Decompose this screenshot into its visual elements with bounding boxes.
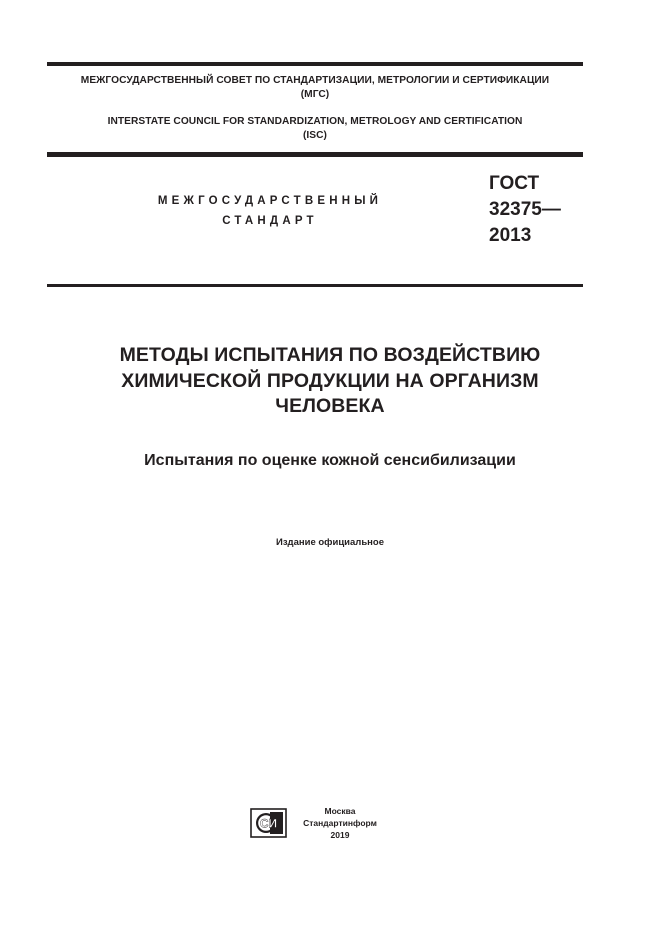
title-line2: ХИМИЧЕСКОЙ ПРОДУКЦИИ НА ОРГАНИЗМ — [121, 369, 539, 392]
title-line3: ЧЕЛОВЕКА — [275, 395, 385, 417]
standard-kind-line2: СТАНДАРТ — [222, 215, 318, 227]
gost-number: 32375— — [489, 199, 561, 220]
gost-year: 2013 — [489, 225, 532, 246]
document-subtitle: Испытания по оценке кожной сенсибилизации — [144, 452, 516, 469]
title-line1: МЕТОДЫ ИСПЫТАНИЯ ПО ВОЗДЕЙСТВИЮ — [119, 344, 541, 366]
standartinform-logo-icon — [250, 808, 287, 838]
gost-designation — [489, 171, 561, 249]
council-abbr-en: (ISC) — [302, 130, 328, 141]
council-name-ru-line1: МЕЖГОСУДАРСТВЕННЫЙ СОВЕТ ПО СТАНДАРТИЗАЦИИ, МЕТРОЛОГИИ И СЕРТИФИКАЦИИ — [80, 75, 550, 86]
council-name-en-line1: INTERSTATE COUNCIL FOR STANDARDIZATION, METROLOGY AND CERTIFICATION — [107, 116, 523, 127]
designation-bottom-rule — [47, 284, 583, 287]
document-title — [47, 343, 613, 420]
council-abbr-ru: (МГС) — [300, 89, 330, 100]
standard-kind-line1: МЕЖГОСУДАРСТВЕННЫЙ — [157, 195, 383, 207]
standard-kind — [130, 191, 410, 231]
council-name-en — [47, 115, 583, 143]
publisher-city: Москва — [324, 806, 356, 816]
edition-label: Издание официальное — [276, 537, 384, 548]
publisher-name: Стандартинформ — [303, 818, 377, 828]
top-rule — [47, 62, 583, 66]
council-name-ru — [47, 74, 583, 102]
publisher-block — [295, 805, 385, 841]
publisher-year: 2019 — [330, 830, 350, 840]
gost-label: ГОСТ — [489, 173, 540, 194]
logo-text: СИ — [259, 816, 278, 831]
header-bottom-rule — [47, 152, 583, 157]
